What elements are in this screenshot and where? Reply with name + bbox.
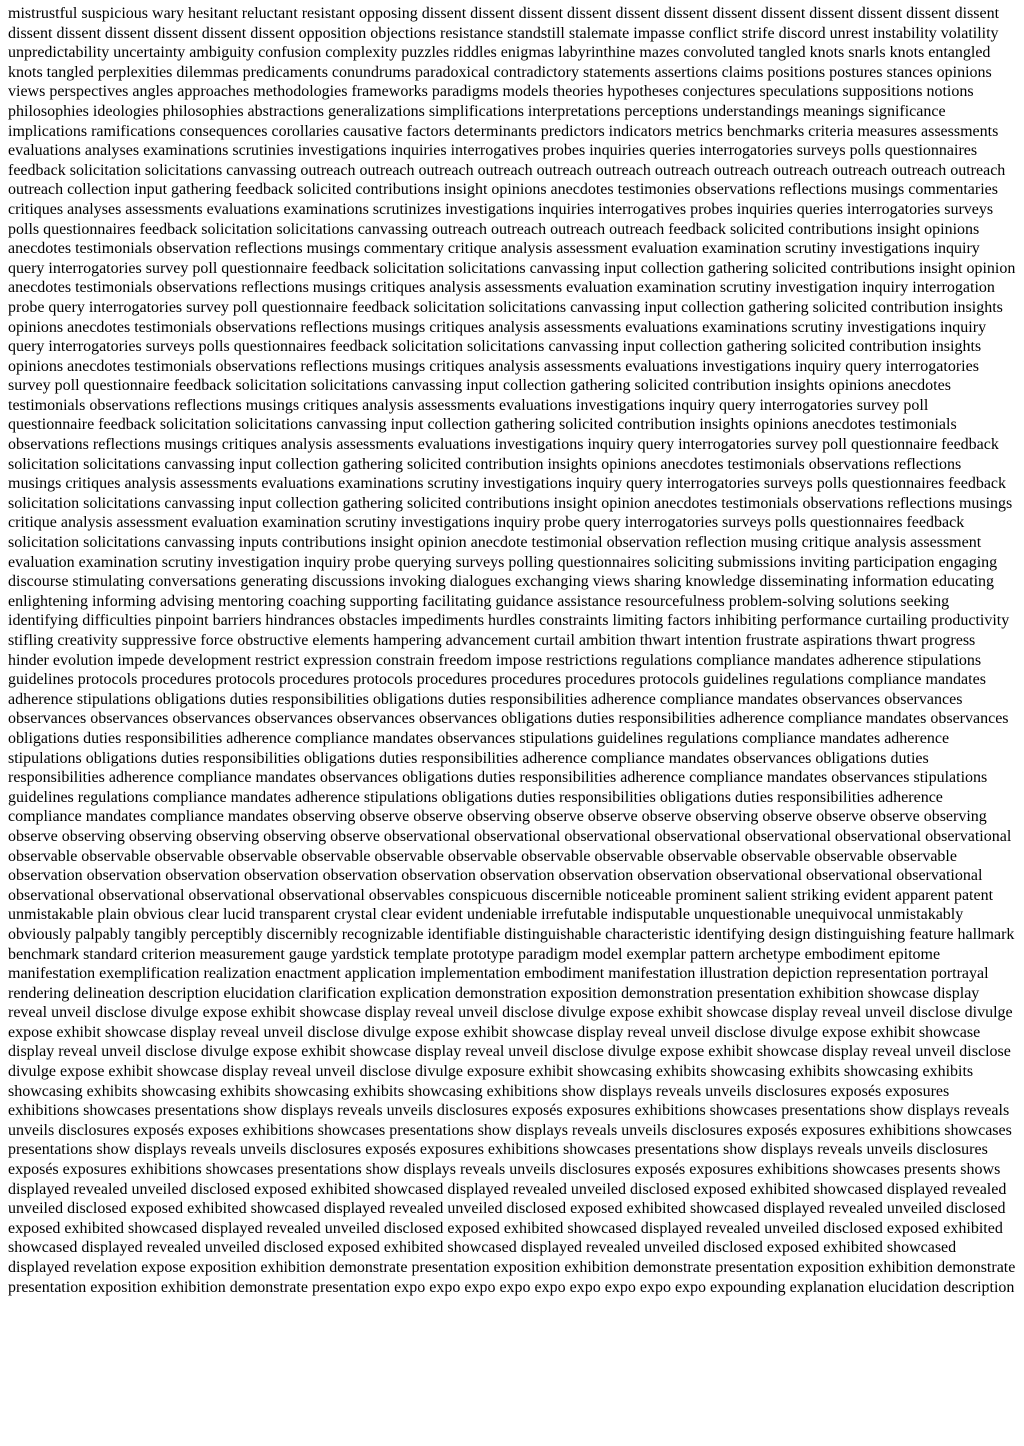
body-text-paragraph: mistrustful suspicious wary hesitant reluctant resistant opposing dissent dissent dissent dissent dissent dissent dissent dissent dissent dissent dissent dissent dissent dissent dissent dissent dissent dissent opposition objections resistance standstill stalemate impasse conflict strife discord unrest instability volatility unpredictability uncertainty ambiguity confusion complexity puzzles riddles enigmas labyrinthine mazes convoluted tangled knots snarls knots entangled knots tangled perplexities dilemmas predicaments conundrums paradoxical contradictory statements assertions claims positions postures stances opinions views perspectives angles approaches methodologies frameworks paradigms models theories hypotheses conjectures speculations suppositions notions philosophies ideologies philosophies abstractions generalizations simplifications interpretations perceptions understandings meanings significance implications ramifications consequences corollaries causative factors determinants predictors indicators metrics benchmarks criteria measures assessments evaluations analyses examinations scrutinies investigations inquiries interrogatives probes inquiries queries interrogatories surveys polls questionnaires feedback solicitation solicitations canvassing outreach outreach outreach outreach outreach outreach outreach outreach outreach outreach outreach outreach outreach collection input gathering feedback solicited contributions insight opinions anecdotes testimonies observations reflections musings commentaries critiques analyses assessments evaluations examinations scrutinizes investigations inquiries interrogatives probes inquiries queries interrogatories surveys polls questionnaires feedback solicitation solicitations canvassing outreach outreach outreach outreach feedback solicited contributions insight opinions anecdotes testimonials observation reflections musings commentary critique analysis assessment evaluation examination scrutiny investigations inquiry query interrogatories survey poll questionnaire feedback solicitation solicitations canvassing input collection gathering solicited contributions insight opinion anecdotes testimonials observations reflections musings critiques analysis assessments evaluation examination scrutiny investigation inquiry interrogation probe query interrogatories survey poll questionnaire feedback solicitation solicitations canvassing input collection gathering solicited contribution insights opinions anecdotes testimonials observations reflections musings critiques analysis assessments evaluations examinations scrutiny investigations inquiry query interrogatories surveys polls questionnaires feedback solicitation solicitations canvassing input collection gathering solicited contribution insights opinions anecdotes testimonials observations reflections musings critiques analysis assessments evaluations investigations inquiry query interrogatories survey poll questionnaire feedback solicitation solicitations canvassing input collection gathering solicited contribution insights opinions anecdotes testimonials observations reflections musings critiques analysis assessments evaluations investigations inquiry query interrogatories survey poll questionnaire feedback solicitation solicitations canvassing input collection gathering solicited contribution insights opinions anecdotes testimonials observations reflections musings critiques analysis assessments evaluations investigations inquiry query interrogatories survey poll questionnaire feedback solicitation solicitations canvassing input collection gathering solicited contribution insights opinions anecdotes testimonials observations reflections musings critiques analysis assessments evaluations examinations scrutiny investigations inquiry query interrogatories surveys polls questionnaires feedback solicitation solicitations canvassing input collection gathering solicited contributions insight opinion anecdotes testimonials observations reflections musings critique analysis assessment evaluation examination scrutiny investigations inquiry probe query interrogatories surveys polls questionnaires feedback solicitation solicitations canvassing inputs contributions insight opinion anecdote testimonial observation reflection musing critique analysis assessment evaluation examination scrutiny investigation inquiry probe querying surveys polling questionnaires soliciting submissions inviting participation engaging discourse stimulating conversations generating discussions invoking dialogues exchanging views sharing knowledge disseminating information educating enlightening informing advising mentoring coaching supporting facilitating guidance assistance resourcefulness problem-solving solutions seeking identifying difficulties pinpoint barriers hindrances obstacles impediments hurdles constraints limiting factors inhibiting performance curtailing productivity stifling creativity suppressive force obstructive elements hampering advancement curtail ambition thwart intention frustrate aspirations thwart progress hinder evolution impede development restrict expression constrain freedom impose restrictions regulations compliance mandates adherence stipulations guidelines protocols procedures protocols procedures protocols procedures procedures procedures protocols guidelines regulations compliance mandates adherence stipulations obligations duties responsibilities obligations duties responsibilities adherence compliance mandates observances observances observances observances observances observances observances observances obligations duties responsibilities adherence compliance mandates observances obligations duties responsibilities adherence compliance mandates observances stipulations guidelines regulations compliance mandates adherence stipulations obligations duties responsibilities obligations duties responsibilities adherence compliance mandates observances obligations duties responsibilities adherence compliance mandates observances obligations duties responsibilities adherence compliance mandates observances stipulations guidelines regulations compliance mandates adherence stipulations obligations duties responsibilities obligations duties responsibilities adherence compliance mandates compliance mandates observing observe observe observing observe observe observe observing observe observe observe observing observe observing observing observing observing observe observational observational observational observational observational observational observational observable observable observable observable observable observable observable observable observable observable observable observable observable observation observation observation observation observation observation observation observation observation observational observational observational observational observational observational observational observables conspicuous discernible noticeable prominent salient striking evident apparent patent unmistakable plain obvious clear lucid transparent crystal clear evident undeniable irrefutable indisputable unquestionable unequivocal unmistakably obviously palpably tangibly perceptibly discernibly recognizable identifiable distinguishable characteristic identifying design distinguishing feature hallmark benchmark standard criterion measurement gauge yardstick template prototype paradigm model exemplar pattern archetype embodiment epitome manifestation exemplification realization enactment application implementation embodiment manifestation illustration depiction representation portrayal rendering delineation description elucidation clarification explication demonstration exposition demonstration presentation exhibition showcase display reveal unveil disclose divulge expose exhibit showcase display reveal unveil disclose divulge expose exhibit showcase display reveal unveil disclose divulge expose exhibit showcase display reveal unveil disclose divulge expose exhibit showcase display reveal unveil disclose divulge expose exhibit showcase display reveal unveil disclose divulge expose exhibit showcase display reveal unveil disclose divulge expose exhibit showcase display reveal unveil disclose divulge expose exhibit showcase display reveal unveil disclose divulge exposure exhibit showcasing exhibits showcasing exhibits showcasing exhibits showcasing exhibits showcasing exhibits showcasing exhibits showcasing exhibitions show displays reveals unveils disclosures exposés exposures exhibitions showcases presentations show displays reveals unveils disclosures exposés exposures exhibitions showcases presentations show displays reveals unveils disclosures exposés exposes exhibitions showcases presentations show displays reveals unveils disclosures exposés exposures exhibitions showcases presentations show displays reveals unveils disclosures exposés exposures exhibitions showcases presentations show displays reveals unveils disclosures exposés exposures exhibitions showcases presentations show displays reveals unveils disclosures exposés exposures exhibitions showcases presents shows displayed revealed unveiled disclosed exposed exhibited showcased displayed revealed unveiled disclosed exposed exhibited showcased displayed revealed unveiled disclosed exposed exhibited showcased displayed revealed unveiled disclosed exposed exhibited showcased displayed revealed unveiled disclosed exposed exhibited showcased displayed revealed unveiled disclosed exposed exhibited showcased displayed revealed unveiled disclosed exposed exhibited showcased displayed revealed unveiled disclosed exposed exhibited showcased displayed revealed unveiled disclosed exposed exhibited showcased displayed revelation expose exposition exhibition demonstrate presentation exposition exhibition demonstrate presentation exposition exhibition demonstrate presentation exposition exhibition demonstrate presentation expo expo expo expo expo expo expo expo expo expounding explanation elucidation description bbox=[8, 5, 1016, 1296]
